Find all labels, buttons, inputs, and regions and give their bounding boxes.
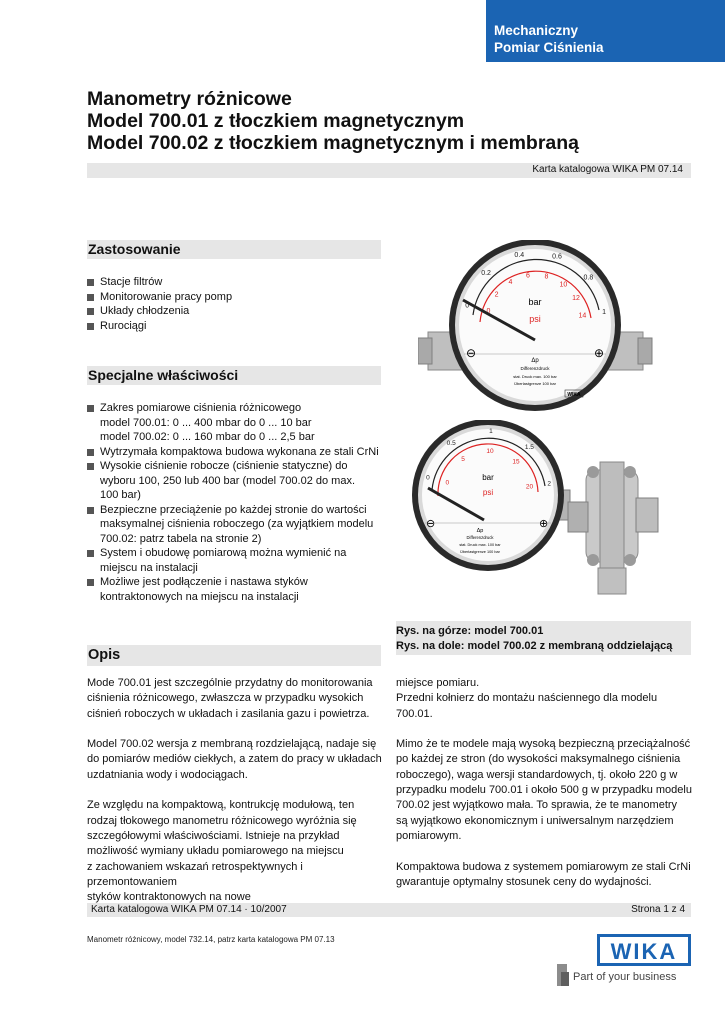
footer-left: Karta katalogowa WIKA PM 07.14 · 10/2007 (91, 904, 287, 915)
gauge-bottom-psi-tick-label: 10 (486, 448, 494, 455)
gauge-bottom-dial-3: stat. Druck max. 100 bar (459, 543, 501, 547)
zastosowanie-item (87, 319, 232, 334)
gauge-top-psi-tick-label: 0 (486, 308, 491, 316)
gauge-top-unit-psi: psi (529, 314, 541, 324)
footer-right: Strona 1 z 4 (631, 904, 685, 915)
opis-right-paragraph: Mimo że te modele mają wysoką bezpieczną przeciążalność po każdej ze stron (do wysokości maksymalnego ciśnienia roboczego), waga wersji standardowych, tj. około 220 g w przypadku modelu 700.01 i około 500 g w przypadku modelu 700.02 jest wyjątkowo mała. To sprawia, że te manometry są wyjątkowo ekonomicznym i uniwersalnym narzędziem pomiarowym. (396, 738, 692, 842)
wlasciwosci-item (87, 575, 379, 604)
wlasciwosci-item-text: Wysokie ciśnienie robocze (ciśnienie statyczne) do wyboru 100, 250 lub 400 bar (model 700.02 do max. 100 bar) (100, 460, 355, 501)
zastosowanie-item-text: Rurociągi (100, 319, 147, 332)
wlasciwosci-item-text: Wytrzymała kompaktowa budowa wykonana ze stali CrNi (100, 445, 379, 458)
gauge-top-psi-tick-label: 10 (559, 281, 568, 289)
opis-right-column (396, 676, 696, 905)
gauge-bottom-bar-tick-label: 0.5 (446, 440, 456, 448)
footer-bar (87, 903, 691, 917)
gauge-top-psi-tick-label: 6 (525, 272, 530, 280)
wlasciwosci-item (87, 546, 379, 575)
opis-right-paragraph: Kompaktowa budowa z systemem pomiarowym ze stali CrNi gwarantuje optymalny stosunek ceny do wydajności. (396, 860, 691, 888)
gauge-bottom-unit-psi: psi (482, 488, 494, 497)
zastosowanie-item-text: Układy chłodzenia (100, 305, 190, 317)
tagline-logo (557, 964, 691, 986)
gauge-top-dial-2: Differenzdruck (520, 366, 550, 371)
gauge-top-unit-bar: bar (528, 297, 542, 307)
bullet-square-icon (87, 449, 94, 456)
gauge-bottom-minus: ⊖ (426, 518, 436, 530)
wlasciwosci-item (87, 459, 379, 503)
gauge-top-psi-tick-label: 8 (544, 273, 549, 281)
gauge-bottom-bar-tick-label: 1.5 (524, 443, 534, 451)
gauge-top-bar-tick-label: 0 (465, 302, 470, 310)
wlasciwosci-list (87, 401, 379, 604)
gauge-bottom-dial-2: Differenzdruck (466, 535, 494, 540)
bullet-square-icon (87, 405, 94, 412)
bullet-square-icon (87, 463, 94, 470)
opis-left-paragraph: Model 700.02 wersja z membraną rozdzielającą, nadaje się do pomiarów mediów ciekłych, a zatem do pracy w układach uzdatniania wody i wodociągach. (87, 738, 382, 781)
gauge-top-psi-tick-label: 14 (578, 312, 587, 320)
gauge-top-psi-tick-label: 2 (494, 291, 499, 299)
banner-line-1: Mechaniczny (494, 23, 579, 38)
zastosowanie-item (87, 304, 232, 319)
bullet-square-icon (87, 294, 94, 301)
gauge-bottom-bar-tick-label: 0 (426, 474, 430, 482)
wlasciwosci-item-text: Możliwe jest podłączenie i nastawa styków kontraktonowych na miejscu na instalacji (100, 576, 308, 603)
opis-left-column (87, 676, 387, 921)
wlasciwosci-item-text: Zakres pomiarowe ciśnienia różnicowego model 700.01: 0 ... 400 mbar do 0 ... 10 bar model 700.02: 0 ... 160 mbar do 0 ... 2,5 bar (100, 402, 315, 443)
category-banner (486, 0, 725, 62)
title-line-1: Manometry różnicowe (87, 88, 292, 110)
zastosowanie-list (87, 275, 232, 333)
title-line-3: Model 700.02 z tłoczkiem magnetycznym i membraną (87, 132, 580, 154)
tagline-text: Part of your business (573, 971, 677, 983)
caption-line-2: Rys. na dole: model 700.02 z membraną oddzielającą (396, 640, 673, 652)
gauge-top-bar-tick-label: 0.2 (481, 269, 491, 277)
bullet-square-icon (87, 507, 94, 514)
opis-left-paragraph: Ze względu na kompaktową, kontrukcję modułową, ten rodzaj tłokowego manometru różnicowego wyróżnia się szczegółowymi właściwościami. Istnieje na przykład możliwość wymiany układu pomiarowego na miejscu z zachowaniem wskazań retrospektywnych i przemontowaniem styków kontraktonowych na nowe (87, 799, 357, 904)
bullet-square-icon (87, 579, 94, 586)
gauge-bottom-bar-tick-label: 1 (489, 428, 493, 436)
gauge-top-minus: ⊖ (466, 346, 477, 360)
wlasciwosci-item-text: System i obudowę pomiarową można wymienić na miejscu na instalacji (100, 547, 347, 574)
zastosowanie-item-text: Monitorowanie pracy pomp (100, 290, 233, 303)
gauge-top-dial-4: Überlastgrenze 100 bar (514, 381, 556, 386)
catalog-ref-bar (87, 163, 691, 178)
gauge-700-01-image (418, 240, 653, 415)
section-heading-zastosowanie: Zastosowanie (87, 240, 381, 259)
gauge-bottom-psi-tick-label: 15 (512, 458, 520, 466)
zastosowanie-item (87, 275, 232, 290)
gauge-top-psi-tick-label: 12 (572, 295, 580, 302)
wika-logo (597, 934, 691, 966)
gauge-bottom-plus: ⊕ (539, 518, 549, 530)
section-heading-opis: Opis (87, 645, 381, 666)
title-line-2: Model 700.01 z tłoczkiem magnetycznym (87, 110, 465, 132)
zastosowanie-item-text: Stacje filtrów (100, 276, 163, 288)
wlasciwosci-item-text: Bezpieczne przeciążenie po każdej stronie do wartości maksymalnej ciśnienia roboczego (za wyjątkiem modelu 700.02: patrz tabela na stronie 2) (100, 503, 374, 545)
gauge-bottom-bar-tick-label: 2 (547, 480, 552, 488)
caption-line-1: Rys. na górze: model 700.01 (396, 625, 544, 637)
gauge-bottom-unit-bar: bar (482, 473, 494, 482)
footnote: Manometr różnicowy, model 732.14, patrz karta katalogowa PM 07.13 (87, 935, 335, 944)
gauge-top-bar-tick-label: 0.8 (583, 274, 594, 282)
bullet-square-icon (87, 323, 94, 330)
gauge-top-dial-3: stat. Druck max. 100 bar (513, 374, 557, 379)
gauge-top-plus: ⊕ (594, 346, 605, 360)
gauge-top-bar-tick-label: 1 (602, 309, 607, 316)
catalog-ref: Karta katalogowa WIKA PM 07.14 (532, 164, 683, 175)
logo-text: WIKA (610, 939, 678, 964)
gauge-700-02-image (408, 420, 663, 600)
section-heading-wlasciwosci: Specjalne właściwości (87, 366, 381, 385)
opis-left-paragraph: Mode 700.01 jest szczególnie przydatny do monitorowania ciśnienia różnicowego, zwłaszcza w przypadku wysokich ciśnień roboczych w układach i zasilania gazu i powietrza. (87, 677, 373, 720)
zastosowanie-item (87, 290, 232, 305)
gauge-top-bar-tick-label: 0.4 (514, 251, 525, 259)
gauge-bottom-psi-tick-label: 20 (525, 483, 534, 491)
gauge-bottom-psi-tick-label: 0 (445, 479, 450, 487)
gauge-top-psi-tick-label: 4 (508, 278, 513, 286)
gauge-bottom-psi-tick-label: 5 (461, 456, 465, 464)
gauge-top-bar-tick-label: 0.6 (552, 253, 562, 261)
wlasciwosci-item (87, 401, 379, 445)
wlasciwosci-item (87, 503, 379, 547)
bullet-square-icon (87, 279, 94, 286)
wlasciwosci-item (87, 445, 379, 460)
gauge-bottom-dial-1: Δp (476, 528, 484, 534)
gauge-top-dial-1: Δp (531, 358, 539, 364)
gauge-top-brand: WIKA (567, 392, 581, 398)
banner-line-2: Pomiar Ciśnienia (494, 40, 604, 55)
bullet-square-icon (87, 308, 94, 315)
bullet-square-icon (87, 550, 94, 557)
opis-right-paragraph: miejsce pomiaru. Przedni kołnierz do montażu naściennego dla modelu 700.01. (396, 677, 658, 720)
gauge-bottom-dial-4: Überlastgrenze 100 bar (460, 550, 500, 554)
